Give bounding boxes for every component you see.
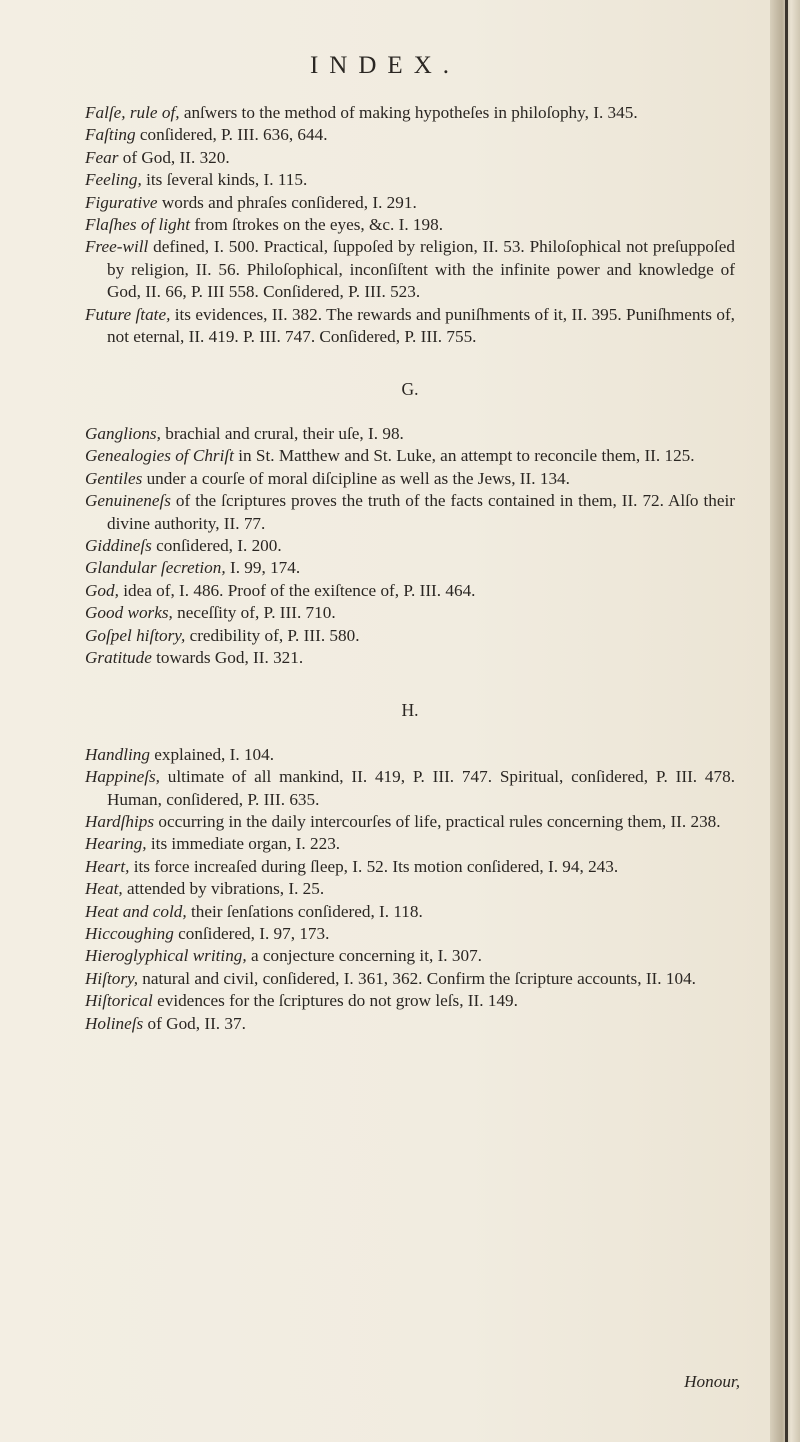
entry-term: Happineſs, xyxy=(85,767,160,787)
entry-text: a conjecture concerning it, I. 307. xyxy=(246,946,482,966)
entry-text: their ſenſations conſidered, I. 118. xyxy=(186,901,423,921)
binding-line xyxy=(785,0,788,1442)
index-entry xyxy=(85,214,735,236)
entry-term: Genuineneſs xyxy=(85,491,171,511)
entry-text: of God, II. 320. xyxy=(118,147,230,167)
entry-term: Falſe, rule of, xyxy=(85,103,180,122)
entry-term: Heat and cold, xyxy=(85,901,187,921)
index-entry xyxy=(85,878,735,900)
entry-term: Heart, xyxy=(85,856,130,876)
entry-text: idea of, I. 486. Proof of the exiſtence of, P. III. 464. xyxy=(118,580,476,600)
index-entry xyxy=(85,445,735,467)
entry-text: from ſtrokes on the eyes, &c. I. 198. xyxy=(190,215,444,235)
entry-text: brachial and crural, their uſe, I. 98. xyxy=(160,423,404,443)
section-letter: H. xyxy=(401,700,419,721)
entry-text: I. 99, 174. xyxy=(225,558,301,578)
entry-text: of the ſcriptures proves the truth of the facts contained in them, II. 72. Alſo their divine authority, II. 77. xyxy=(107,491,735,533)
entry-text: attended by vibrations, I. 25. xyxy=(122,879,325,899)
section-letter: G. xyxy=(401,379,419,400)
entry-text: of God, II. 37. xyxy=(143,1013,246,1033)
entry-text: its immediate organ, I. 223. xyxy=(146,834,341,854)
entry-text: defined, I. 500. Practical, ſuppoſed by religion, II. 53. Philoſophical not preſuppoſed by religion, II. 56. Philoſophical, inconſiſtent with the infinite power and knowledge of God, II. 66, P. III 558. Conſidered, P. III. 523. xyxy=(107,237,735,302)
index-entry xyxy=(85,602,735,624)
entry-term: Ganglions, xyxy=(85,423,161,443)
entry-term: Holineſs xyxy=(85,1013,144,1033)
entry-term: Figurative xyxy=(85,192,158,212)
index-entry xyxy=(85,102,735,124)
entry-text: in St. Matthew and St. Luke, an attempt to reconcile them, II. 125. xyxy=(233,446,695,466)
page-header: INDEX. xyxy=(309,52,460,79)
index-entry xyxy=(85,945,735,967)
index-entry xyxy=(85,304,735,349)
catchword: Honour, xyxy=(684,1372,740,1391)
entry-term: Handling xyxy=(85,744,150,764)
entry-term: God, xyxy=(85,580,119,600)
entry-term: Genealogies of Chriſt xyxy=(85,446,234,466)
entry-text: words and phraſes conſidered, I. 291. xyxy=(157,192,417,212)
index-entry xyxy=(85,580,735,602)
entry-text: natural and civil, conſidered, I. 361, 362. Confirm the ſcripture accounts, II. 104. xyxy=(138,968,696,988)
entry-term: Goſpel hiſtory, xyxy=(85,625,186,645)
index-content xyxy=(85,102,735,1035)
entry-text: evidences for the ſcriptures do not grow leſs, II. 149. xyxy=(152,991,518,1011)
index-entry xyxy=(85,124,735,146)
index-entry xyxy=(85,490,735,535)
entry-text: neceſſity of, P. III. 710. xyxy=(172,603,336,623)
entry-text: towards God, II. 321. xyxy=(151,647,304,667)
entry-term: Faſting xyxy=(85,125,136,145)
entry-term: Glandular ſecretion, xyxy=(85,558,226,578)
entry-term: Hieroglyphical writing, xyxy=(85,946,247,966)
entry-term: Hearing, xyxy=(85,834,147,854)
index-entry xyxy=(85,423,735,445)
entry-term: Hiſtorical xyxy=(85,991,153,1011)
entry-term: Hiſtory, xyxy=(85,968,138,988)
entry-text: explained, I. 104. xyxy=(149,744,275,764)
index-entry xyxy=(85,236,735,303)
entry-term: Free-will xyxy=(85,237,149,257)
entry-text: its evidences, II. 382. The rewards and puniſhments of it, II. 395. Puniſhments of, not eternal, II. 419. P. III. 747. Conſidered, P. III. 755. xyxy=(107,304,735,347)
index-entry xyxy=(85,990,735,1012)
entry-text: under a courſe of moral diſcipline as well as the Jews, II. 134. xyxy=(142,468,570,488)
index-entry xyxy=(85,468,735,490)
index-entry xyxy=(85,968,735,990)
index-entry xyxy=(85,923,735,945)
entry-text: its ſeveral kinds, I. 115. xyxy=(141,170,308,190)
entry-term: Feeling, xyxy=(85,170,142,190)
index-entry xyxy=(85,625,735,647)
entry-term: Future ſtate, xyxy=(85,304,171,324)
entry-term: Giddineſs xyxy=(85,535,152,555)
index-entry xyxy=(85,811,735,833)
index-entry xyxy=(85,744,735,766)
entry-term: Fear xyxy=(85,147,119,167)
entry-text: conſidered, I. 200. xyxy=(151,535,282,555)
entry-text: its force increaſed during ſleep, I. 52. Its motion conſidered, I. 94, 243. xyxy=(129,856,619,876)
index-entry xyxy=(85,1013,735,1035)
index-entry xyxy=(85,557,735,579)
entry-term: Hiccoughing xyxy=(85,924,174,943)
entry-text: occurring in the daily intercourſes of life, practical rules concerning them, II. 238. xyxy=(154,811,721,831)
entry-text: conſidered, P. III. 636, 644. xyxy=(135,125,328,145)
index-entry xyxy=(85,856,735,878)
index-entry xyxy=(85,901,735,923)
entry-text: credibility of, P. III. 580. xyxy=(185,625,360,645)
entry-term: Heat, xyxy=(85,879,123,899)
index-entry xyxy=(85,192,735,214)
index-entry xyxy=(85,647,735,669)
entry-term: Good works, xyxy=(85,603,173,623)
entry-term: Gratitude xyxy=(85,647,152,667)
entry-term: Gentiles xyxy=(85,468,143,488)
index-entry xyxy=(85,147,735,169)
index-entry xyxy=(85,766,735,811)
entry-term: Flaſhes of light xyxy=(85,215,191,235)
entry-text: ultimate of all mankind, II. 419, P. III. 747. Spiritual, conſidered, P. III. 478. Human, conſidered, P. III. 635. xyxy=(107,767,735,809)
entry-text: anſwers to the method of making hypotheſes in philoſophy, I. 345. xyxy=(179,103,638,122)
index-entry xyxy=(85,169,735,191)
index-entry xyxy=(85,535,735,557)
entry-term: Hardſhips xyxy=(85,811,155,831)
entry-text: conſidered, I. 97, 173. xyxy=(173,924,330,943)
index-entry xyxy=(85,833,735,855)
